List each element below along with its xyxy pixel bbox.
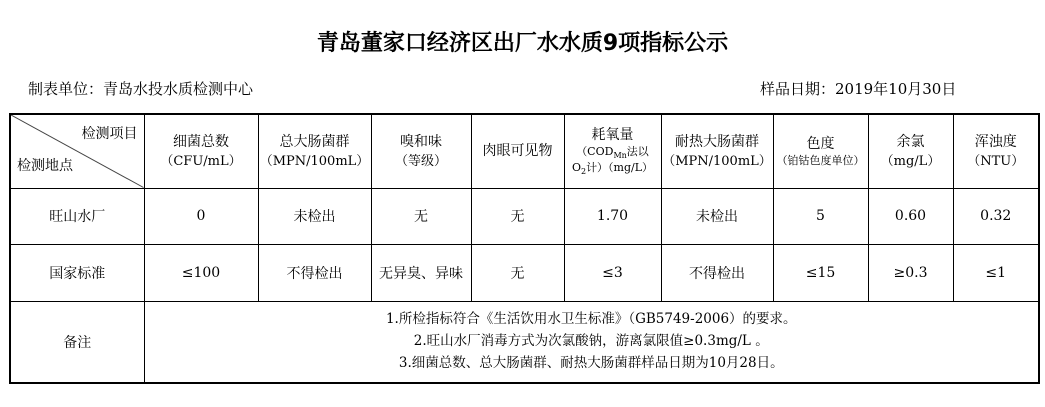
corner-cell bbox=[10, 114, 144, 188]
table-row-plant bbox=[10, 188, 1039, 244]
header-cell-visible-matter: 肉眼可见物 bbox=[471, 114, 564, 188]
plant-thermotolerant-coliform-value: 未检出 bbox=[661, 188, 773, 244]
standard-bacteria-value: ≤100 bbox=[144, 244, 258, 301]
corner-label-items: 检测项目 bbox=[81, 126, 138, 142]
standard-residual-chlorine-value: ≥0.3 bbox=[868, 244, 953, 301]
cod-unit-line-1: （$COD_{Mn}$法以 bbox=[576, 144, 649, 160]
standard-thermotolerant-coliform-value: 不得检出 bbox=[661, 244, 773, 301]
header-cell-cod: 耗氧量 （$COD_{Mn}$法以 $O_2$计）（mg/L） bbox=[564, 114, 661, 188]
corner-label-sites: 检测地点 bbox=[17, 158, 73, 174]
meta-row bbox=[0, 78, 1045, 100]
note-row bbox=[10, 301, 1039, 383]
standard-color-value: ≤15 bbox=[773, 244, 868, 301]
row-label-plant: 旺山水厂 bbox=[10, 188, 144, 244]
header-row bbox=[10, 114, 1039, 188]
header-cell-color: 色度 （铂钴色度单位） bbox=[773, 114, 868, 188]
standard-cod-value: ≤3 bbox=[564, 244, 661, 301]
plant-turbidity-value: 0.32 bbox=[953, 188, 1039, 244]
page-title: 青岛董家口经济区出厂水水质9项指标公示 bbox=[316, 31, 729, 56]
note-label: 备注 bbox=[10, 301, 144, 383]
issuer-label: 制表单位：青岛水投水质检测中心 bbox=[28, 80, 254, 98]
row-label-national-standard: 国家标准 bbox=[10, 244, 144, 301]
header-cell-bacteria: 细菌总数 （CFU/mL） bbox=[144, 114, 258, 188]
plant-visible-matter-value: 无 bbox=[471, 188, 564, 244]
plant-bacteria-value: 0 bbox=[144, 188, 258, 244]
standard-turbidity-value: ≤1 bbox=[953, 244, 1039, 301]
header-cell-thermotolerant-coliform: 耐热大肠菌群 （MPN/100mL） bbox=[661, 114, 773, 188]
sample-date-label: 样品日期：2019年10月30日 bbox=[760, 80, 957, 98]
header-cell-odor: 嗅和味 （等级） bbox=[371, 114, 471, 188]
note-line-3: 3.细菌总数、总大肠菌群、耐热大肠菌群样品日期为10月28日。 bbox=[398, 354, 784, 371]
note-line-2: 2.旺山水厂消毒方式为次氯酸钠，游离氯限值≥0.3mg/L 。 bbox=[413, 332, 769, 349]
standard-visible-matter-value: 无 bbox=[471, 244, 564, 301]
plant-residual-chlorine-value: 0.60 bbox=[868, 188, 953, 244]
plant-odor-value: 无 bbox=[371, 188, 471, 244]
table-row-national-standard bbox=[10, 244, 1039, 301]
header-cell-residual-chlorine: 余氯 （mg/L） bbox=[868, 114, 953, 188]
plant-cod-value: 1.70 bbox=[564, 188, 661, 244]
standard-total-coliform-value: 不得检出 bbox=[258, 244, 371, 301]
note-line-1: 1.所检指标符合《生活饮用水卫生标准》（GB5749-2006）的要求。 bbox=[385, 310, 797, 327]
header-cell-turbidity: 浑浊度 （NTU） bbox=[953, 114, 1039, 188]
standard-odor-value: 无异臭、异味 bbox=[371, 244, 471, 301]
water-quality-table bbox=[9, 113, 1040, 384]
cod-unit-line-2: $O_2$计）（mg/L） bbox=[571, 161, 654, 177]
header-cell-total-coliform: 总大肠菌群 （MPN/100mL） bbox=[258, 114, 371, 188]
plant-color-value: 5 bbox=[773, 188, 868, 244]
plant-total-coliform-value: 未检出 bbox=[258, 188, 371, 244]
note-body bbox=[144, 301, 1039, 383]
